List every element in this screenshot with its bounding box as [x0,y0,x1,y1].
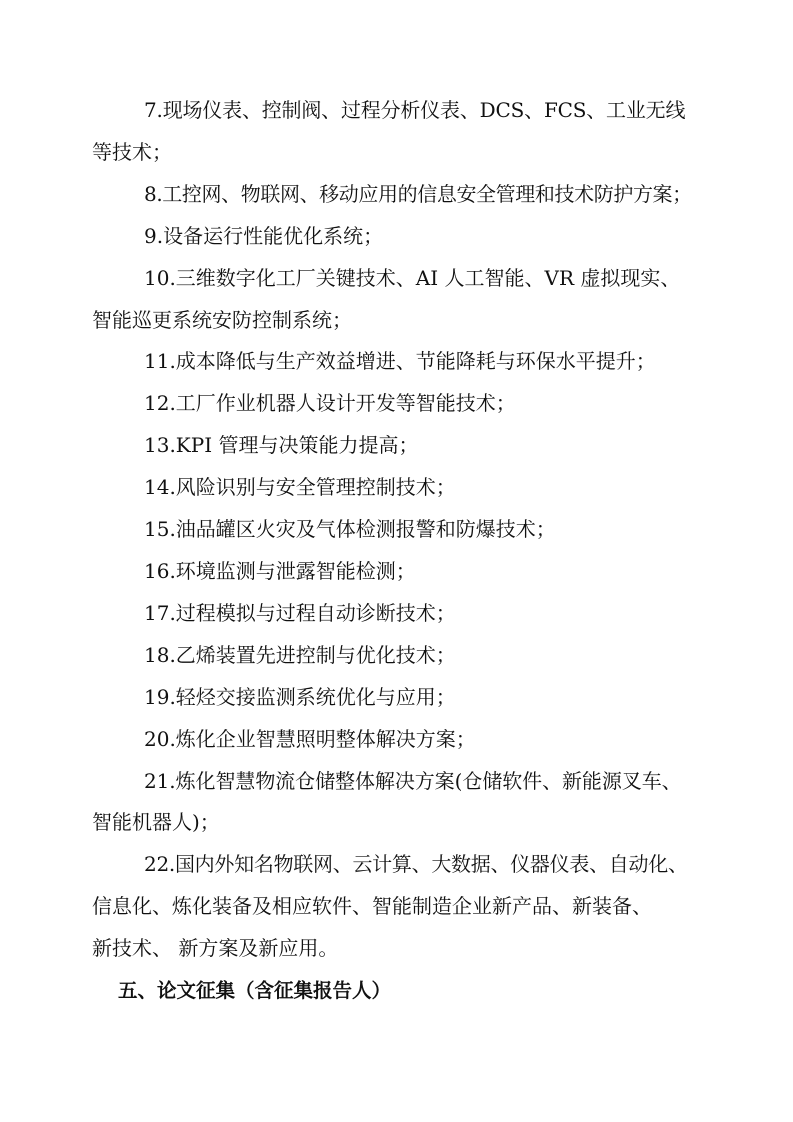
list-item-13: 13.KPI 管理与决策能力提高； [144,433,419,458]
list-item-19: 19.轻烃交接监测系统优化与应用； [144,684,456,709]
list-item-20: 20.炼化企业智慧照明整体解决方案； [144,726,476,751]
item-22-line-2: 信息化、炼化装备及相应软件、智能制造企业新产品、新装备、 [92,894,652,919]
list-item-17: 17.过程模拟与过程自动诊断技术； [144,600,456,625]
item-22-line-3: 新技术、 新方案及新应用。 [92,936,339,961]
item-10-line-2: 智能巡更系统安防控制系统； [92,307,352,332]
list-item-16: 16.环境监测与泄露智能检测； [144,558,416,583]
list-item-21 [92,761,682,845]
list-item-9: 9.设备运行性能优化系统； [144,223,384,248]
item-22-line-1: 22.国内外知名物联网、云计算、大数据、仪器仪表、自动化、 [144,852,688,877]
list-item-15: 15.油品罐区火灾及气体检测报警和防爆技术； [144,517,556,542]
item-7-line-2: 等技术； [92,139,172,164]
list-item-10 [92,258,681,342]
list-item-8: 8.工控网、物联网、移动应用的信息安全管理和技术防护方案； [144,181,692,206]
item-21-line-1: 21.炼化智慧物流仓储整体解决方案(仓储软件、新能源叉车、 [144,768,682,793]
list-item-12: 12.工厂作业机器人设计开发等智能技术； [144,391,516,416]
list-item-11: 11.成本降低与生产效益增进、节能降耗与环保水平提升； [144,349,656,374]
list-item-22 [92,844,688,970]
item-21-line-2: 智能机器人)； [92,810,220,835]
document-body [92,90,692,1012]
list-item-7 [92,90,686,174]
section-heading: 五、论文征集（含征集报告人） [118,979,392,1003]
item-10-line-1: 10.三维数字化工厂关键技术、AI 人工智能、VR 虚拟现实、 [144,265,681,290]
list-item-14: 14.风险识别与安全管理控制技术； [144,475,456,500]
item-7-line-1: 7.现场仪表、控制阀、过程分析仪表、DCS、FCS、工业无线 [144,98,686,122]
list-item-18: 18.乙烯装置先进控制与优化技术； [144,642,456,667]
